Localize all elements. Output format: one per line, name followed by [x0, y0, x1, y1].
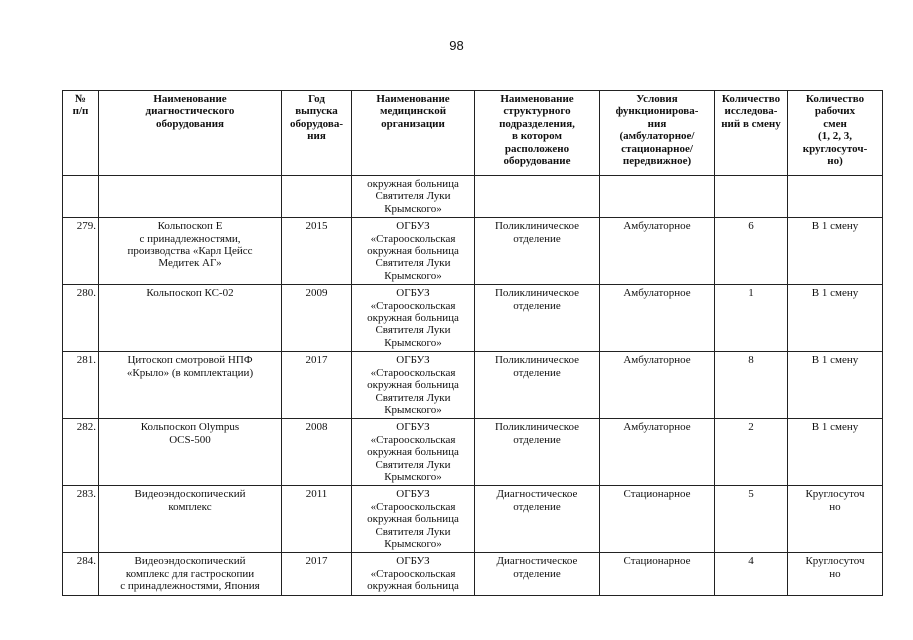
col-header-conditions: Условия функционирова- ния (амбулаторное/ стационарное/ передвижное) — [600, 91, 715, 176]
cell-number: 279. — [63, 218, 99, 285]
table-row — [63, 352, 883, 419]
cell-equipment-name: Цитоскоп смотровой НПФ «Крыло» (в комплектации) — [99, 352, 282, 419]
cell-year — [282, 176, 352, 218]
cell-number: 281. — [63, 352, 99, 419]
cell-year: 2017 — [282, 352, 352, 419]
col-header-organization: Наименование медицинской организации — [352, 91, 475, 176]
cell-unit: Поликлиническое отделение — [475, 285, 600, 352]
cell-conditions: Амбулаторное — [600, 352, 715, 419]
cell-exam-count: 8 — [715, 352, 788, 419]
cell-conditions: Амбулаторное — [600, 419, 715, 486]
cell-organization: ОГБУЗ «Старооскольская окружная больница Святителя Луки Крымского» — [352, 486, 475, 553]
cell-shifts: Круглосуточ но — [788, 553, 883, 595]
cell-exam-count: 4 — [715, 553, 788, 595]
cell-exam-count: 2 — [715, 419, 788, 486]
cell-year: 2015 — [282, 218, 352, 285]
cell-organization: ОГБУЗ «Старооскольская окружная больница Святителя Луки Крымского» — [352, 419, 475, 486]
cell-unit: Поликлиническое отделение — [475, 419, 600, 486]
table-row — [63, 176, 883, 218]
cell-equipment-name: Кольпоскоп КС-02 — [99, 285, 282, 352]
cell-conditions: Амбулаторное — [600, 218, 715, 285]
col-header-exam-count: Количество исследова- ний в смену — [715, 91, 788, 176]
col-header-year: Год выпуска оборудова- ния — [282, 91, 352, 176]
cell-shifts: В 1 смену — [788, 419, 883, 486]
cell-exam-count: 6 — [715, 218, 788, 285]
cell-number: 284. — [63, 553, 99, 595]
cell-unit: Диагностическое отделение — [475, 553, 600, 595]
cell-shifts — [788, 176, 883, 218]
cell-exam-count: 5 — [715, 486, 788, 553]
page-number: 98 — [449, 38, 464, 53]
cell-shifts: В 1 смену — [788, 218, 883, 285]
cell-year: 2011 — [282, 486, 352, 553]
cell-equipment-name: Кольпоскоп Е с принадлежностями, производства «Карл Цейсс Медитек АГ» — [99, 218, 282, 285]
table-row — [63, 486, 883, 553]
table-header-row — [63, 91, 883, 176]
col-header-number: № п/п — [63, 91, 99, 176]
cell-year: 2008 — [282, 419, 352, 486]
table-row — [63, 218, 883, 285]
cell-unit — [475, 176, 600, 218]
table-row — [63, 553, 883, 595]
cell-conditions: Стационарное — [600, 553, 715, 595]
cell-unit: Поликлиническое отделение — [475, 218, 600, 285]
cell-shifts: В 1 смену — [788, 352, 883, 419]
cell-equipment-name: Кольпоскоп Olympus OCS-500 — [99, 419, 282, 486]
cell-shifts: В 1 смену — [788, 285, 883, 352]
table-row — [63, 285, 883, 352]
equipment-table — [62, 90, 883, 596]
cell-year: 2017 — [282, 553, 352, 595]
cell-number — [63, 176, 99, 218]
col-header-shifts: Количество рабочих смен (1, 2, 3, круглосуточ- но) — [788, 91, 883, 176]
cell-year: 2009 — [282, 285, 352, 352]
col-header-unit: Наименование структурного подразделения, в котором расположено оборудование — [475, 91, 600, 176]
cell-conditions — [600, 176, 715, 218]
cell-conditions: Стационарное — [600, 486, 715, 553]
cell-equipment-name: Видеоэндоскопический комплекс — [99, 486, 282, 553]
cell-organization: ОГБУЗ «Старооскольская окружная больница Святителя Луки Крымского» — [352, 285, 475, 352]
cell-equipment-name — [99, 176, 282, 218]
cell-equipment-name: Видеоэндоскопический комплекс для гастроскопии с принадлежностями, Япония — [99, 553, 282, 595]
cell-unit: Диагностическое отделение — [475, 486, 600, 553]
cell-shifts: Круглосуточ но — [788, 486, 883, 553]
table-row — [63, 419, 883, 486]
cell-number: 282. — [63, 419, 99, 486]
cell-conditions: Амбулаторное — [600, 285, 715, 352]
cell-number: 283. — [63, 486, 99, 553]
cell-organization: окружная больница Святителя Луки Крымского» — [352, 176, 475, 218]
col-header-equipment-name: Наименование диагностического оборудования — [99, 91, 282, 176]
cell-exam-count — [715, 176, 788, 218]
cell-organization: ОГБУЗ «Старооскольская окружная больница — [352, 553, 475, 595]
cell-exam-count: 1 — [715, 285, 788, 352]
cell-organization: ОГБУЗ «Старооскольская окружная больница Святителя Луки Крымского» — [352, 352, 475, 419]
cell-unit: Поликлиническое отделение — [475, 352, 600, 419]
cell-organization: ОГБУЗ «Старооскольская окружная больница Святителя Луки Крымского» — [352, 218, 475, 285]
cell-number: 280. — [63, 285, 99, 352]
